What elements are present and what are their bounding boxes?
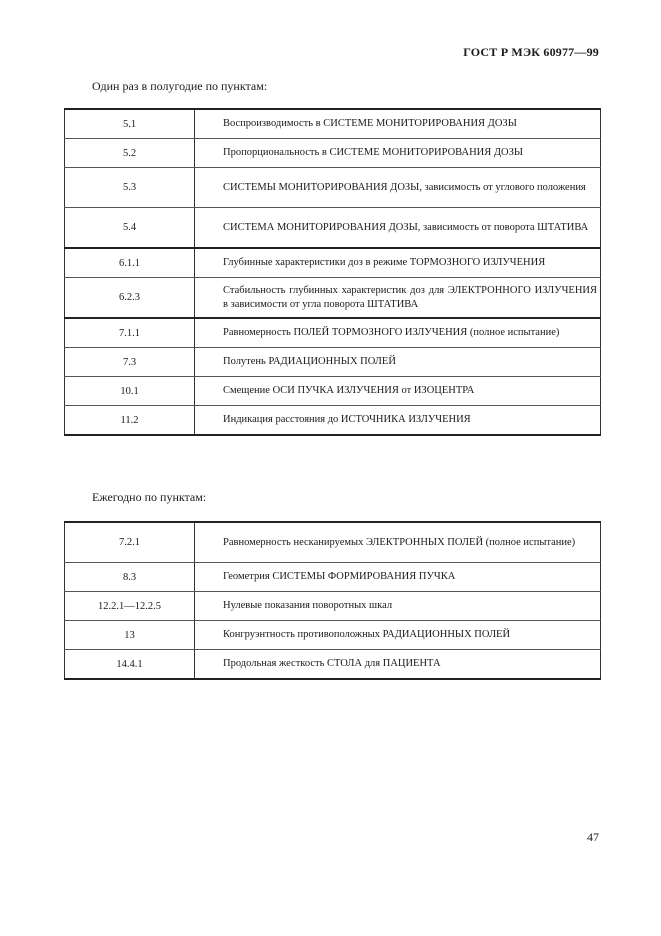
clause-description: Геометрия СИСТЕМЫ ФОРМИРОВАНИЯ ПУЧКА [195,563,601,592]
table-row [65,592,601,621]
clause-number: 6.2.3 [65,278,195,319]
annual-clauses-table [64,521,601,680]
table-row [65,208,601,249]
clause-description: Продольная жесткость СТОЛА для ПАЦИЕНТА [195,650,601,680]
clause-number: 12.2.1—12.2.5 [65,592,195,621]
clause-description: Конгруэнтность противоположных РАДИАЦИОННЫХ ПОЛЕЙ [195,621,601,650]
table-row [65,563,601,592]
clause-description: Полутень РАДИАЦИОННЫХ ПОЛЕЙ [195,348,601,377]
clause-number: 14.4.1 [65,650,195,680]
table-row [65,348,601,377]
table-row [65,522,601,563]
clause-description: Пропорциональность в СИСТЕМЕ МОНИТОРИРОВАНИЯ ДОЗЫ [195,139,601,168]
semiannual-clauses-table [64,108,601,436]
clause-number: 7.1.1 [65,318,195,348]
page-number: 47 [587,830,599,844]
table-row [65,377,601,406]
clause-number: 5.3 [65,168,195,208]
clause-number: 8.3 [65,563,195,592]
clause-description: Индикация расстояния до ИСТОЧНИКА ИЗЛУЧЕНИЯ [195,406,601,436]
table-row [65,139,601,168]
clause-number: 10.1 [65,377,195,406]
table-row [65,318,601,348]
table-row [65,109,601,139]
clause-description: Воспроизводимость в СИСТЕМЕ МОНИТОРИРОВАНИЯ ДОЗЫ [195,109,601,139]
clause-number: 11.2 [65,406,195,436]
annual-intro: Ежегодно по пунктам: [92,490,207,504]
clause-number: 5.4 [65,208,195,249]
clause-description: Смещение ОСИ ПУЧКА ИЗЛУЧЕНИЯ от ИЗОЦЕНТРА [195,377,601,406]
table-row [65,248,601,278]
clause-number: 5.1 [65,109,195,139]
clause-number: 7.3 [65,348,195,377]
clause-number: 13 [65,621,195,650]
table-row [65,650,601,680]
clause-description: СИСТЕМЫ МОНИТОРИРОВАНИЯ ДОЗЫ, зависимость от углового положения [195,168,601,208]
table-row [65,168,601,208]
semiannual-intro: Один раз в полугодие по пунктам: [92,79,268,93]
table-row [65,621,601,650]
table-row [65,406,601,436]
clause-number: 5.2 [65,139,195,168]
clause-description: Стабильность глубинных характеристик доз для ЭЛЕКТРОННОГО ИЗЛУЧЕНИЯ в зависимости от угла поворота ШТАТИВА [195,278,601,319]
clause-description: Равномерность ПОЛЕЙ ТОРМОЗНОГО ИЗЛУЧЕНИЯ (полное испытание) [195,318,601,348]
standard-designation: ГОСТ Р МЭК 60977—99 [463,45,599,59]
clause-number: 7.2.1 [65,522,195,563]
clause-number: 6.1.1 [65,248,195,278]
clause-description: Глубинные характеристики доз в режиме ТОРМОЗНОГО ИЗЛУЧЕНИЯ [195,248,601,278]
table-row [65,278,601,319]
clause-description: Нулевые показания поворотных шкал [195,592,601,621]
clause-description: Равномерность несканируемых ЭЛЕКТРОННЫХ ПОЛЕЙ (полное испытание) [195,522,601,563]
clause-description: СИСТЕМА МОНИТОРИРОВАНИЯ ДОЗЫ, зависимость от поворота ШТАТИВА [195,208,601,249]
